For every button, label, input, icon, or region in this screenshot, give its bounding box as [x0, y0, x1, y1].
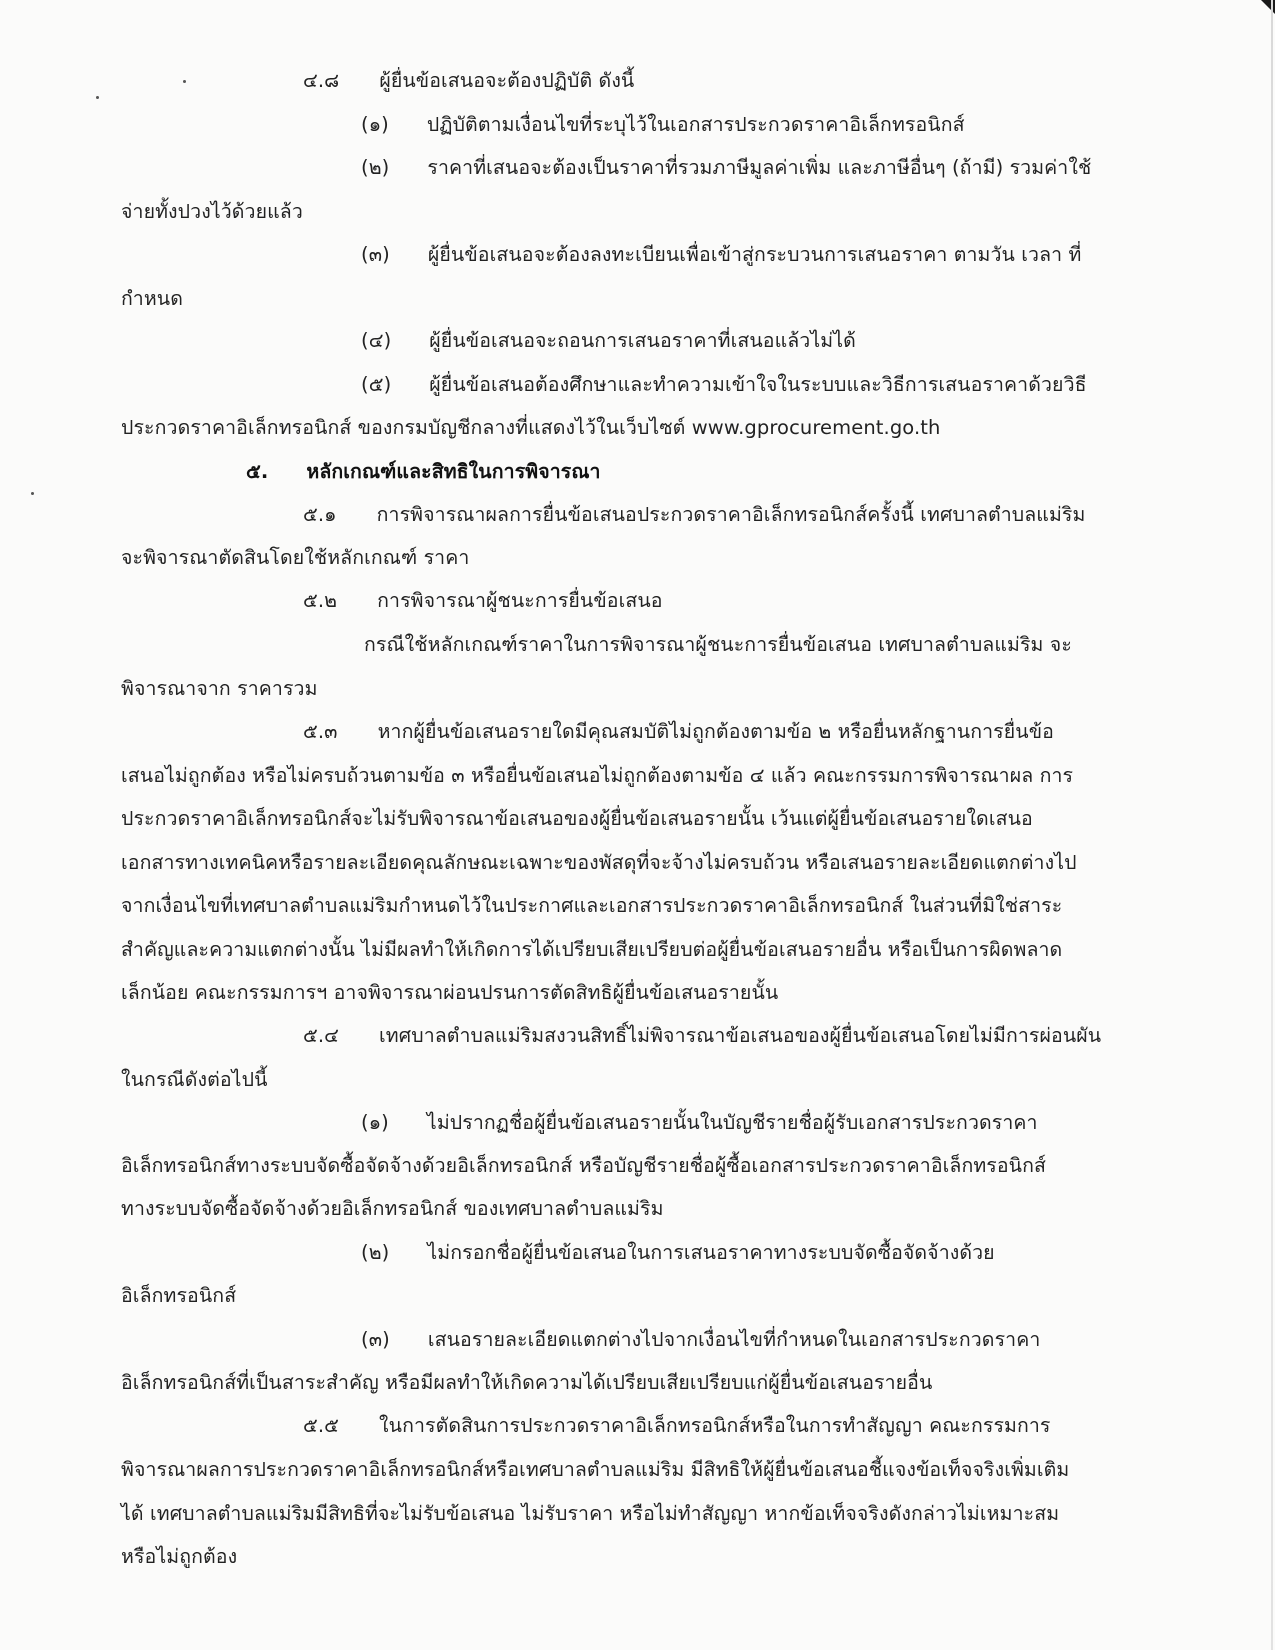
clause-4-8 [303, 68, 634, 94]
scan-speck [31, 492, 34, 495]
item-text: ผู้ยื่นข้อเสนอจะถอนการเสนอราคาที่เสนอแล้วไม่ได้ [429, 329, 856, 352]
item-number: (๒) [361, 156, 390, 179]
item-number: (๑) [361, 1111, 389, 1134]
clause-line: เทศบาลตำบลแม่ริมสงวนสิทธิ์ไม่พิจารณาข้อเสนอของผู้ยื่นข้อเสนอโดยไม่มีการผ่อนผัน [379, 1024, 1102, 1047]
item-continuation: ทางระบบจัดซื้อจัดจ้างด้วยอิเล็กทรอนิกส์ ของเทศบาลตำบลแม่ริม [121, 1197, 664, 1220]
item-continuation: จ่ายทั้งปวงไว้ด้วยแล้ว [121, 200, 303, 223]
list-item [361, 155, 1091, 181]
clause-number: ๔.๘ [303, 69, 340, 92]
item-text: ไม่ปรากฏชื่อผู้ยื่นข้อเสนอรายนั้นในบัญชีรายชื่อผู้รับเอกสารประกวดราคา [426, 1111, 1038, 1134]
clause-line: ในกรณีดังต่อไปนี้ [121, 1068, 268, 1091]
scan-speck [96, 96, 99, 99]
item-number: (๓) [361, 1328, 390, 1351]
item-continuation: อิเล็กทรอนิกส์ทางระบบจัดซื้อจัดจ้างด้วยอิเล็กทรอนิกส์ หรือบัญชีรายชื่อผู้ซื้อเอกสารประกวดราคาอิเล็กทรอนิกส์ [121, 1154, 1047, 1177]
clause-line: หากผู้ยื่นข้อเสนอรายใดมีคุณสมบัติไม่ถูกต้องตามข้อ ๒ หรือยื่นหลักฐานการยื่นข้อ [377, 720, 1054, 743]
item-number: (๒) [361, 1241, 390, 1264]
clause-5-5 [303, 1413, 1051, 1439]
clause-5-3 [303, 719, 1054, 745]
item-text: ปฏิบัติตามเงื่อนไขที่ระบุไว้ในเอกสารประกวดราคาอิเล็กทรอนิกส์ [426, 113, 965, 136]
clause-number: ๕.๕ [303, 1414, 340, 1437]
scan-page-edge [1271, 0, 1273, 1650]
clause-line: จะพิจารณาตัดสินโดยใช้หลักเกณฑ์ ราคา [121, 546, 470, 569]
clause-5-1 [303, 502, 1085, 528]
clause-5-2 [303, 588, 663, 614]
list-item [361, 1110, 1038, 1136]
clause-number: ๕.๓ [303, 720, 338, 743]
item-continuation: ประกวดราคาอิเล็กทรอนิกส์ ของกรมบัญชีกลางที่แสดงไว้ในเว็บไซต์ www.gprocurement.go.th [121, 416, 941, 439]
item-text: ไม่กรอกชื่อผู้ยื่นข้อเสนอในการเสนอราคาทางระบบจัดซื้อจัดจ้างด้วย [427, 1241, 995, 1264]
clause-line: พิจารณาจาก ราคารวม [121, 677, 318, 700]
clause-line: เสนอไม่ถูกต้อง หรือไม่ครบถ้วนตามข้อ ๓ หรือยื่นข้อเสนอไม่ถูกต้องตามข้อ ๔ แล้ว คณะกรรมการพิจารณาผล การ [121, 764, 1074, 787]
item-text: ผู้ยื่นข้อเสนอต้องศึกษาและทำความเข้าใจในระบบและวิธีการเสนอราคาด้วยวิธี [429, 373, 1087, 396]
list-item [361, 1240, 995, 1266]
section-heading [246, 459, 601, 485]
item-text: ผู้ยื่นข้อเสนอจะต้องลงทะเบียนเพื่อเข้าสู่กระบวนการเสนอราคา ตามวัน เวลา ที่ [427, 243, 1082, 266]
clause-number: ๕.๒ [303, 589, 338, 612]
item-continuation: กำหนด [121, 287, 184, 310]
item-number: (๕) [361, 373, 392, 396]
item-number: (๑) [361, 113, 389, 136]
list-item [361, 1327, 1040, 1353]
clause-line: ประกวดราคาอิเล็กทรอนิกส์จะไม่รับพิจารณาข้อเสนอของผู้ยื่นข้อเสนอรายนั้น เว้นแต่ผู้ยื่นข้อเสนอรายใดเสนอ [121, 807, 1033, 830]
clause-line: ได้ เทศบาลตำบลแม่ริมมีสิทธิที่จะไม่รับข้อเสนอ ไม่รับราคา หรือไม่ทำสัญญา หากข้อเท็จจริงดังกล่าวไม่เหมาะสม [121, 1502, 1060, 1525]
clause-text: ผู้ยื่นข้อเสนอจะต้องปฏิบัติ ดังนี้ [379, 69, 635, 92]
item-text: เสนอรายละเอียดแตกต่างไปจากเงื่อนไขที่กำหนดในเอกสารประกวดราคา [427, 1328, 1041, 1351]
section-number: ๕. [246, 460, 269, 483]
item-continuation: อิเล็กทรอนิกส์ [121, 1284, 237, 1307]
clause-5-4 [303, 1023, 1101, 1049]
clause-line: เอกสารทางเทคนิคหรือรายละเอียดคุณลักษณะเฉพาะของพัสดุที่จะจ้างไม่ครบถ้วน หรือเสนอรายละเอียดแตกต่างไป [121, 851, 1077, 874]
clause-line: การพิจารณาผลการยื่นข้อเสนอประกวดราคาอิเล็กทรอนิกส์ครั้งนี้ เทศบาลตำบลแม่ริม [376, 503, 1086, 526]
clause-line: กรณีใช้หลักเกณฑ์ราคาในการพิจารณาผู้ชนะการยื่นข้อเสนอ เทศบาลตำบลแม่ริม จะ [364, 633, 1072, 656]
list-item [361, 328, 856, 354]
list-item [361, 372, 1087, 398]
clause-line: พิจารณาผลการประกวดราคาอิเล็กทรอนิกส์หรือเทศบาลตำบลแม่ริม มีสิทธิให้ผู้ยื่นข้อเสนอชี้แจงข้อเท็จจริงเพิ่มเติม [121, 1458, 1070, 1481]
clause-title: การพิจารณาผู้ชนะการยื่นข้อเสนอ [377, 589, 663, 612]
clause-line: ในการตัดสินการประกวดราคาอิเล็กทรอนิกส์หรือในการทำสัญญา คณะกรรมการ [379, 1414, 1051, 1437]
clause-line: หรือไม่ถูกต้อง [121, 1545, 238, 1568]
clause-number: ๕.๔ [303, 1024, 340, 1047]
clause-line: จากเงื่อนไขที่เทศบาลตำบลแม่ริมกำหนดไว้ในประกาศและเอกสารประกวดราคาอิเล็กทรอนิกส์ ในส่วนที่มิใช่สาระ [121, 894, 1063, 917]
list-item [361, 242, 1081, 268]
clause-number: ๕.๑ [303, 503, 337, 526]
clause-line: สำคัญและความแตกต่างนั้น ไม่มีผลทำให้เกิดการได้เปรียบเสียเปรียบต่อผู้ยื่นข้อเสนอรายอื่น หรือเป็นการผิดพลาด [121, 938, 1063, 961]
item-number: (๔) [361, 329, 392, 352]
item-number: (๓) [361, 243, 390, 266]
item-text: ราคาที่เสนอจะต้องเป็นราคาที่รวมภาษีมูลค่าเพิ่ม และภาษีอื่นๆ (ถ้ามี) รวมค่าใช้ [427, 156, 1092, 179]
item-continuation: อิเล็กทรอนิกส์ที่เป็นสาระสำคัญ หรือมีผลทำให้เกิดความได้เปรียบเสียเปรียบแก่ผู้ยื่นข้อเสนอรายอื่น [121, 1371, 933, 1394]
clause-line: เล็กน้อย คณะกรรมการฯ อาจพิจารณาผ่อนปรนการตัดสิทธิผู้ยื่นข้อเสนอรายนั้น [121, 981, 779, 1004]
scan-speck [183, 80, 186, 83]
section-title: หลักเกณฑ์และสิทธิในการพิจารณา [306, 460, 601, 483]
list-item [361, 112, 965, 138]
